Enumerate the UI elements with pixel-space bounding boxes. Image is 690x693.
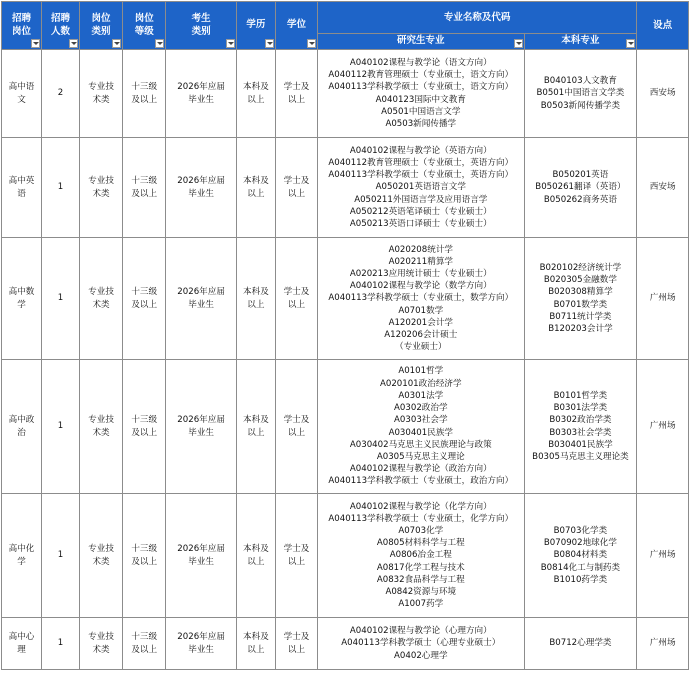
major-item: B050201英语: [552, 170, 609, 181]
header-degree: [275, 2, 317, 50]
header-level: [123, 2, 166, 50]
header-site: [637, 2, 689, 50]
cell-site: [637, 238, 689, 360]
cell-education: [236, 360, 275, 494]
major-item: B0301法学类: [553, 403, 608, 414]
table-row: [2, 138, 689, 238]
major-item: A040102课程与教学论（语文方向）: [349, 57, 492, 68]
major-item: B0701数学类: [553, 299, 608, 310]
major-item: A0842资源与环境: [385, 587, 457, 597]
filter-dropdown-icon[interactable]: [226, 39, 235, 48]
cell-level: [123, 618, 166, 670]
cell-position: [2, 618, 42, 670]
major-item: A120206会计硕士: [384, 330, 458, 340]
cell-level-text: 十三级及以上: [131, 176, 158, 199]
header-position-label-line: 岗位: [12, 25, 32, 37]
filter-dropdown-icon[interactable]: [514, 39, 523, 48]
cell-category-text: 专业技术类: [88, 82, 114, 105]
major-item: A020101政治经济学: [379, 378, 462, 389]
major-item: B070902地球化学: [543, 538, 617, 549]
major-item: A040112教育管理硕士（专业硕士，语文方向）: [328, 70, 514, 81]
header-candidate-label-line: 考生: [191, 12, 211, 24]
cell-position-text: 高中政治: [8, 415, 35, 438]
cell-candidate-text: 2026年应届毕业生: [177, 287, 225, 310]
cell-candidate-text: 2026年应届毕业生: [177, 176, 225, 199]
cell-candidate-text: 2026年应届毕业生: [177, 544, 225, 567]
cell-candidate: [166, 618, 237, 670]
major-item: A0303社会学: [394, 415, 448, 426]
cell-position-text: 高中化学: [8, 544, 35, 567]
major-item: A0301法学: [398, 390, 444, 401]
header-graduate-major-label: 研究生专业: [397, 35, 445, 46]
header-education-label: 学历: [246, 19, 266, 30]
cell-graduate-list: [318, 618, 525, 670]
cell-category: [79, 50, 122, 138]
cell-category-text: 专业技术类: [88, 287, 114, 310]
cell-level: [123, 238, 166, 360]
major-item: A020213应用统计硕士（专业硕士）: [349, 268, 492, 279]
cell-category-text: 专业技术类: [88, 176, 114, 199]
major-item: A040123国际中文教育: [375, 94, 466, 105]
cell-position: [2, 360, 42, 494]
header-education: [236, 2, 275, 50]
cell-position: [2, 238, 42, 360]
cell-count-text: 1: [57, 638, 64, 649]
header-count-label: [42, 12, 79, 38]
major-item: B0303社会学类: [549, 427, 612, 438]
cell-degree-text: 学士及以上: [283, 632, 310, 655]
cell-level: [123, 360, 166, 494]
cell-position-text: 高中数学: [8, 287, 35, 310]
cell-candidate-text: 2026年应届毕业生: [177, 415, 225, 438]
cell-position: [2, 50, 42, 138]
cell-site-text: 广州场: [649, 293, 676, 304]
cell-degree: [275, 360, 317, 494]
major-item: B0101哲学类: [553, 390, 608, 401]
cell-category: [79, 360, 122, 494]
major-item: A0501中国语言文学: [381, 106, 461, 117]
major-item: B120203会计学: [548, 323, 613, 334]
major-item: B0712心理学类: [549, 638, 612, 649]
cell-undergrad-list: [524, 50, 637, 138]
header-count-label-line: 人数: [50, 25, 70, 37]
cell-education-text: 本科及以上: [243, 632, 269, 655]
major-item: A040102课程与教学论（心理方向）: [349, 626, 492, 637]
table-row: [2, 238, 689, 360]
major-item: A050213英语口译硕士（专业硕士）: [349, 219, 492, 229]
filter-dropdown-icon[interactable]: [307, 39, 316, 48]
table-row: [2, 618, 689, 670]
cell-level-text: 十三级及以上: [131, 632, 158, 655]
major-item: A0503新闻传播学: [385, 118, 457, 129]
major-item: A040113学科教学硕士（专业硕士，语文方向）: [328, 82, 514, 93]
cell-graduate-list: [318, 238, 525, 360]
major-item: A030401民族学: [388, 427, 454, 438]
cell-count-text: 1: [57, 421, 64, 432]
cell-degree-text: 学士及以上: [283, 176, 310, 199]
cell-site: [637, 360, 689, 494]
major-item: A1007药学: [398, 599, 444, 610]
filter-dropdown-icon[interactable]: [626, 39, 635, 48]
major-item: A0305马克思主义理论: [376, 451, 465, 462]
cell-level-text: 十三级及以上: [131, 287, 158, 310]
cell-degree-text: 学士及以上: [283, 287, 310, 310]
cell-degree-text: 学士及以上: [283, 544, 310, 567]
cell-graduate-list: [318, 360, 525, 494]
major-item: B0302政治学类: [549, 415, 612, 426]
cell-site-text: 广州场: [649, 550, 676, 561]
major-item: A0832食品科学与工程: [376, 574, 465, 585]
cell-site-text: 广州场: [649, 638, 676, 649]
major-item: （专业硕士）: [395, 342, 447, 353]
recruitment-table: [1, 1, 689, 670]
cell-degree: [275, 618, 317, 670]
major-item: B040103人文教育: [543, 76, 617, 87]
header-candidate-label: [166, 12, 236, 38]
major-item: A030402马克思主义民族理论与政策: [349, 439, 492, 450]
header-candidate: [166, 2, 237, 50]
major-item: A040113学科教学硕士（专业硕士，政治方向）: [328, 476, 514, 487]
major-item: A050212英语笔译硕士（专业硕士）: [349, 206, 492, 217]
table-row: [2, 494, 689, 618]
cell-count: [42, 50, 80, 138]
header-position-label-line: 招聘: [12, 12, 32, 24]
table-row: [2, 360, 689, 494]
cell-undergrad-list: [524, 494, 637, 618]
cell-candidate: [166, 138, 237, 238]
cell-position: [2, 494, 42, 618]
major-item: A020208统计学: [388, 244, 454, 255]
cell-degree: [275, 138, 317, 238]
major-item: A040113学科教学硕士（专业硕士，英语方向）: [328, 170, 514, 181]
major-item: B0501中国语言文学类: [536, 88, 625, 99]
cell-site-text: 西安场: [649, 182, 676, 193]
header-degree-label: 学位: [286, 19, 306, 30]
cell-site-text: 广州场: [649, 421, 676, 432]
cell-candidate: [166, 50, 237, 138]
major-item: A050211外国语言学及应用语言学: [354, 194, 488, 205]
cell-degree-text: 学士及以上: [283, 82, 310, 105]
filter-dropdown-icon[interactable]: [31, 39, 40, 48]
cell-category: [79, 494, 122, 618]
major-item: A050201英语语言文学: [375, 182, 466, 193]
cell-position-text: 高中语文: [8, 82, 35, 105]
cell-graduate-list: [318, 138, 525, 238]
major-item: B0305马克思主义理论类: [532, 451, 629, 462]
major-item: A040113学科教学硕士（心理专业硕士）: [341, 638, 501, 649]
cell-count: [42, 618, 80, 670]
header-position: [2, 2, 42, 50]
major-item: B1010药学类: [553, 574, 608, 585]
cell-level-text: 十三级及以上: [131, 82, 158, 105]
cell-site: [637, 50, 689, 138]
cell-category: [79, 138, 122, 238]
cell-education-text: 本科及以上: [243, 287, 269, 310]
cell-education-text: 本科及以上: [243, 82, 269, 105]
header-category-label: [80, 12, 122, 38]
cell-category-text: 专业技术类: [88, 415, 114, 438]
cell-education: [236, 50, 275, 138]
cell-level: [123, 50, 166, 138]
header-major-group: [318, 2, 637, 34]
cell-count: [42, 494, 80, 618]
major-item: A0101哲学: [398, 366, 444, 377]
cell-site: [637, 618, 689, 670]
cell-undergrad-list: [524, 238, 637, 360]
header-category: [79, 2, 122, 50]
cell-category-text: 专业技术类: [88, 632, 114, 655]
filter-dropdown-icon[interactable]: [69, 39, 78, 48]
header-position-label: [2, 12, 41, 38]
cell-level: [123, 138, 166, 238]
cell-level-text: 十三级及以上: [131, 415, 158, 438]
cell-candidate: [166, 238, 237, 360]
major-item: B0814化工与制药类: [540, 562, 621, 573]
major-item: B050262商务英语: [543, 194, 617, 205]
cell-education: [236, 138, 275, 238]
major-item: B020305金融数学: [543, 275, 617, 286]
cell-candidate: [166, 494, 237, 618]
cell-degree: [275, 50, 317, 138]
cell-count-text: 1: [57, 293, 64, 304]
cell-site: [637, 138, 689, 238]
header-undergrad-major-label: 本科专业: [561, 35, 600, 46]
major-item: A040113学科教学硕士（专业硕士，化学方向）: [328, 513, 514, 524]
table-row: [2, 50, 689, 138]
major-item: B020308精算学: [548, 287, 613, 298]
cell-site: [637, 494, 689, 618]
cell-position-text: 高中英语: [8, 176, 35, 199]
header-level-label-line: 等级: [134, 25, 154, 37]
major-item: A0805材料科学与工程: [376, 538, 465, 549]
filter-dropdown-icon[interactable]: [112, 39, 121, 48]
major-item: B0804材料类: [553, 550, 608, 561]
major-item: B0711统计学类: [549, 311, 612, 322]
major-item: B030401民族学: [548, 439, 613, 450]
table-body: [2, 50, 689, 670]
major-item: B050261翻译（英语）: [535, 182, 626, 193]
major-item: B0503新闻传播学类: [540, 100, 621, 111]
cell-count: [42, 238, 80, 360]
major-item: A040102课程与教学论（化学方向）: [349, 501, 492, 512]
header-level-label: [123, 12, 165, 38]
cell-candidate: [166, 360, 237, 494]
cell-category: [79, 238, 122, 360]
cell-level: [123, 494, 166, 618]
major-item: A040102课程与教学论（政治方向）: [349, 464, 492, 475]
cell-degree: [275, 494, 317, 618]
major-item: A040102课程与教学论（数学方向）: [349, 281, 492, 292]
cell-education: [236, 618, 275, 670]
cell-education-text: 本科及以上: [243, 415, 269, 438]
major-item: A120201会计学: [388, 317, 454, 328]
cell-level-text: 十三级及以上: [131, 544, 158, 567]
cell-undergrad-list: [524, 618, 637, 670]
cell-education-text: 本科及以上: [243, 544, 269, 567]
header-site-label: 设点: [653, 20, 673, 31]
header-undergrad-major: [524, 34, 637, 50]
cell-undergrad-list: [524, 138, 637, 238]
major-item: A0806冶金工程: [389, 550, 452, 561]
header-category-label-line: 类别: [91, 25, 111, 37]
cell-count-text: 1: [57, 182, 64, 193]
cell-candidate-text: 2026年应届毕业生: [177, 632, 225, 655]
cell-degree-text: 学士及以上: [283, 415, 310, 438]
header-category-label-line: 岗位: [91, 12, 111, 24]
cell-position: [2, 138, 42, 238]
cell-graduate-list: [318, 494, 525, 618]
cell-count: [42, 360, 80, 494]
major-item: B0703化学类: [553, 525, 608, 536]
recruitment-table-sheet: [1, 1, 689, 670]
major-item: A040113学科教学硕士（专业硕士，数学方向）: [328, 293, 514, 304]
major-item: A0402心理学: [394, 650, 448, 661]
header-count-label-line: 招聘: [50, 12, 70, 24]
header-graduate-major: [318, 34, 525, 50]
cell-category: [79, 618, 122, 670]
cell-degree: [275, 238, 317, 360]
cell-education-text: 本科及以上: [243, 176, 269, 199]
cell-count-text: 2: [57, 88, 64, 99]
cell-count-text: 1: [57, 550, 64, 561]
header-level-label-line: 岗位: [134, 12, 154, 24]
major-item: A020211精算学: [388, 256, 454, 267]
major-item: A040112教育管理硕士（专业硕士，英语方向）: [328, 157, 514, 168]
header-count: [42, 2, 80, 50]
cell-candidate-text: 2026年应届毕业生: [177, 82, 225, 105]
major-item: A0817化学工程与技术: [376, 562, 465, 573]
cell-education: [236, 494, 275, 618]
cell-graduate-list: [318, 50, 525, 138]
cell-category-text: 专业技术类: [88, 544, 114, 567]
header-candidate-label-line: 类别: [191, 25, 211, 37]
filter-dropdown-icon[interactable]: [265, 39, 274, 48]
cell-count: [42, 138, 80, 238]
header-major-group-label: 专业名称及代码: [443, 12, 511, 23]
major-item: A0701数学: [398, 305, 444, 316]
filter-dropdown-icon[interactable]: [155, 39, 164, 48]
cell-undergrad-list: [524, 360, 637, 494]
major-item: A0703化学: [398, 525, 444, 536]
major-item: A0302政治学: [394, 403, 448, 414]
major-item: A040102课程与教学论（英语方向）: [349, 145, 492, 156]
cell-site-text: 西安场: [649, 88, 676, 99]
cell-education: [236, 238, 275, 360]
major-item: B020102经济统计学: [539, 262, 622, 273]
cell-position-text: 高中心理: [8, 632, 35, 655]
